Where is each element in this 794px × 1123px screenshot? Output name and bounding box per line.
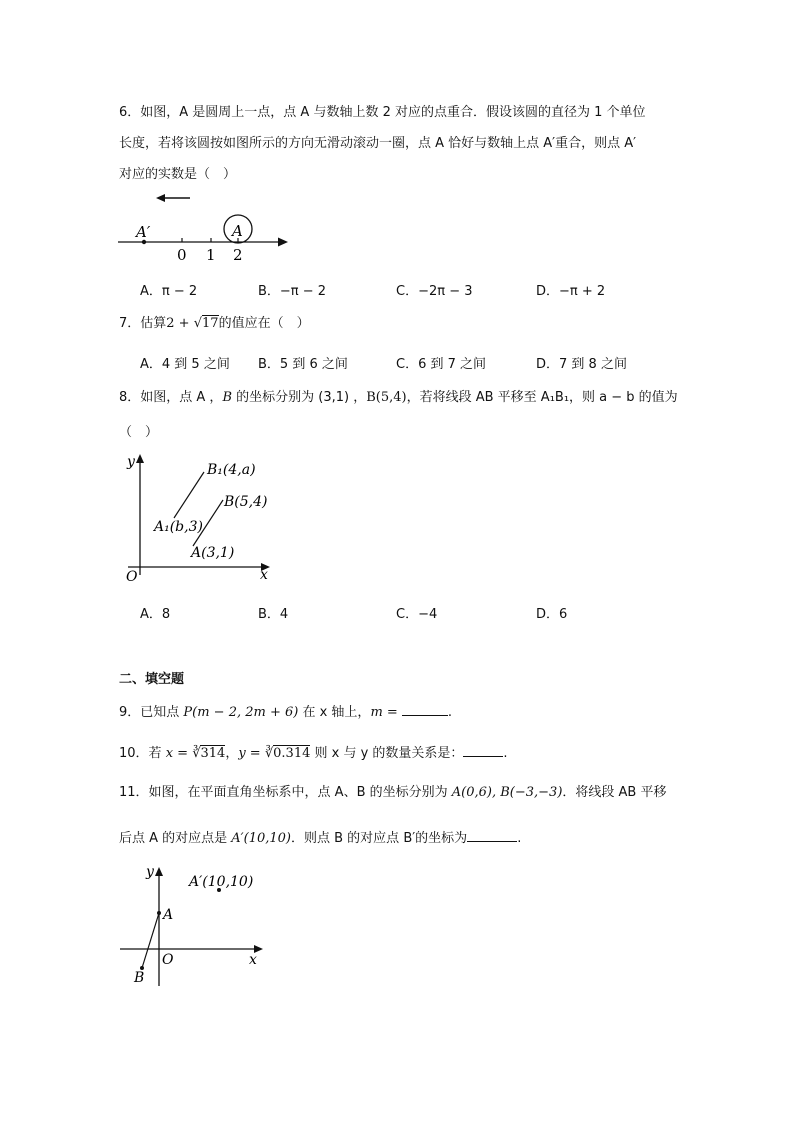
q10-separator: ， (225, 746, 239, 761)
q8-line-2: （ ） (119, 425, 159, 440)
q10-y-cbrt-sign: ∛ (264, 746, 274, 761)
q7-prefix: 7．估算 (119, 316, 167, 331)
q9-variable: m = (370, 705, 402, 720)
label-a: A(3,1) (191, 545, 235, 561)
q6-option-a: A．π − 2 (140, 284, 198, 299)
label-b: B (134, 970, 145, 986)
q9-prefix: 9．已知点 (119, 705, 184, 720)
q8-option-b: B．4 (258, 607, 289, 622)
q11-coordinate-figure (116, 858, 276, 993)
section-title-fill-in: 二、填空题 (119, 672, 185, 687)
q11-line-1 (119, 784, 666, 802)
q7-radicand: 17 (202, 316, 219, 331)
q7-option-d: D．7 到 8 之间 (536, 357, 627, 372)
q8-line-1-part-d: B(5,4) (366, 390, 407, 405)
q8-x-label: x (260, 567, 268, 583)
point-a-dot (157, 911, 161, 915)
q10-x-radicand: 314 (200, 746, 226, 761)
q6-option-d: D．−π + 2 (536, 284, 606, 299)
segment-a1b1 (174, 472, 204, 518)
q10-end: . (503, 746, 508, 761)
q8-line-1-part-b: B (222, 390, 232, 405)
q11-x-label: x (249, 952, 257, 968)
q6-line-1: 6．如图，A 是圆周上一点，点 A 与数轴上数 2 对应的点重合．假设该圆的直径为 1 个单位 (119, 105, 646, 120)
q8-origin-label: O (126, 569, 138, 585)
q10-x-cbrt-sign: ∛ (192, 746, 201, 761)
tick-label-1: 1 (206, 246, 216, 264)
direction-arrowhead (156, 194, 165, 202)
q7-stem (119, 315, 310, 333)
q8-line-1-part-e: ，若将线段 AB 平移至 A₁B₁，则 a − b 的值为 (406, 390, 678, 405)
q8-line-1-part-a: 8．如图，点 A ， (119, 390, 223, 405)
q11-y-label: y (146, 864, 154, 880)
q7-sqrt-sign: √ (193, 316, 203, 331)
q11-line-2-part-a: 后点 A 的对应点是 (119, 831, 232, 846)
q8-line-1 (119, 389, 678, 407)
q11-line-2-part-c: ．则点 B 的对应点 B′的坐标为 (291, 831, 468, 846)
label-a: A (163, 907, 174, 923)
label-b1: B₁(4,a) (207, 462, 256, 478)
q6-line-3: 对应的实数是（ ） (119, 167, 237, 182)
q8-line-1-part-c: 的坐标分别为 (3,1) ， (232, 390, 367, 405)
q9-point-expr: P(m − 2, 2m + 6) (183, 705, 299, 720)
q8-y-label: y (127, 454, 135, 470)
q7-suffix: 的值应在（ ） (218, 316, 310, 331)
q11-origin-label: O (162, 952, 174, 968)
q8-option-c: C．−4 (396, 607, 438, 622)
q10-y-expr: y = (238, 746, 265, 761)
label-b: B(5,4) (224, 494, 268, 510)
label-a1: A₁(b,3) (154, 519, 203, 535)
q10-stem (119, 743, 508, 763)
q6-option-b: B．−π − 2 (258, 284, 327, 299)
q11-line-1-part-c: ．将线段 AB 平移 (562, 785, 667, 800)
q9-middle: 在 x 轴上， (298, 705, 371, 720)
q11-line-1-part-a: 11．如图，在平面直角坐标系中，点 A、B 的坐标分别为 (119, 785, 452, 800)
q8-option-d: D．6 (536, 607, 568, 622)
number-axis-arrowhead (278, 238, 288, 247)
q7-option-a: A．4 到 5 之间 (140, 357, 230, 372)
q8-option-a: A．8 (140, 607, 171, 622)
q10-y-radicand: 0.314 (273, 746, 311, 761)
q11-y-axis-arrowhead (155, 867, 163, 876)
q6-option-c: C．−2π − 3 (396, 284, 473, 299)
q11-coords: A(0,6), B(−3,−3) (451, 785, 563, 800)
q9-answer-blank[interactable] (402, 702, 448, 716)
q8-y-axis-arrowhead (136, 454, 144, 463)
q11-answer-blank[interactable] (467, 828, 517, 842)
tick-label-0: 0 (177, 246, 187, 264)
q11-a-prime-coords: A′(10,10) (231, 831, 291, 846)
q11-line-2 (119, 828, 521, 848)
segment-ab (142, 913, 159, 968)
q7-option-c: C．6 到 7 之间 (396, 357, 487, 372)
q8-coordinate-figure (118, 450, 278, 590)
q11-end: . (517, 831, 522, 846)
q9-stem (119, 702, 452, 722)
q10-answer-blank[interactable] (463, 743, 503, 757)
tick-label-2: 2 (233, 246, 243, 264)
q6-line-2: 长度，若将该圆按如图所示的方向无滑动滚动一圈，点 A 恰好与数轴上点 A′重合，则点 A′ (119, 136, 637, 151)
q10-x-expr: x = (165, 746, 193, 761)
q10-prefix: 10．若 (119, 746, 166, 761)
q6-number-line-figure (114, 192, 294, 264)
label-a: A (232, 222, 243, 240)
label-a-prime: A′ (136, 223, 151, 241)
q9-end: . (447, 705, 453, 720)
label-a-prime: A′(10,10) (189, 874, 254, 890)
q7-option-b: B．5 到 6 之间 (258, 357, 348, 372)
q7-expr: 2 + (166, 316, 194, 331)
q10-suffix: 则 x 与 y 的数量关系是： (310, 746, 464, 761)
